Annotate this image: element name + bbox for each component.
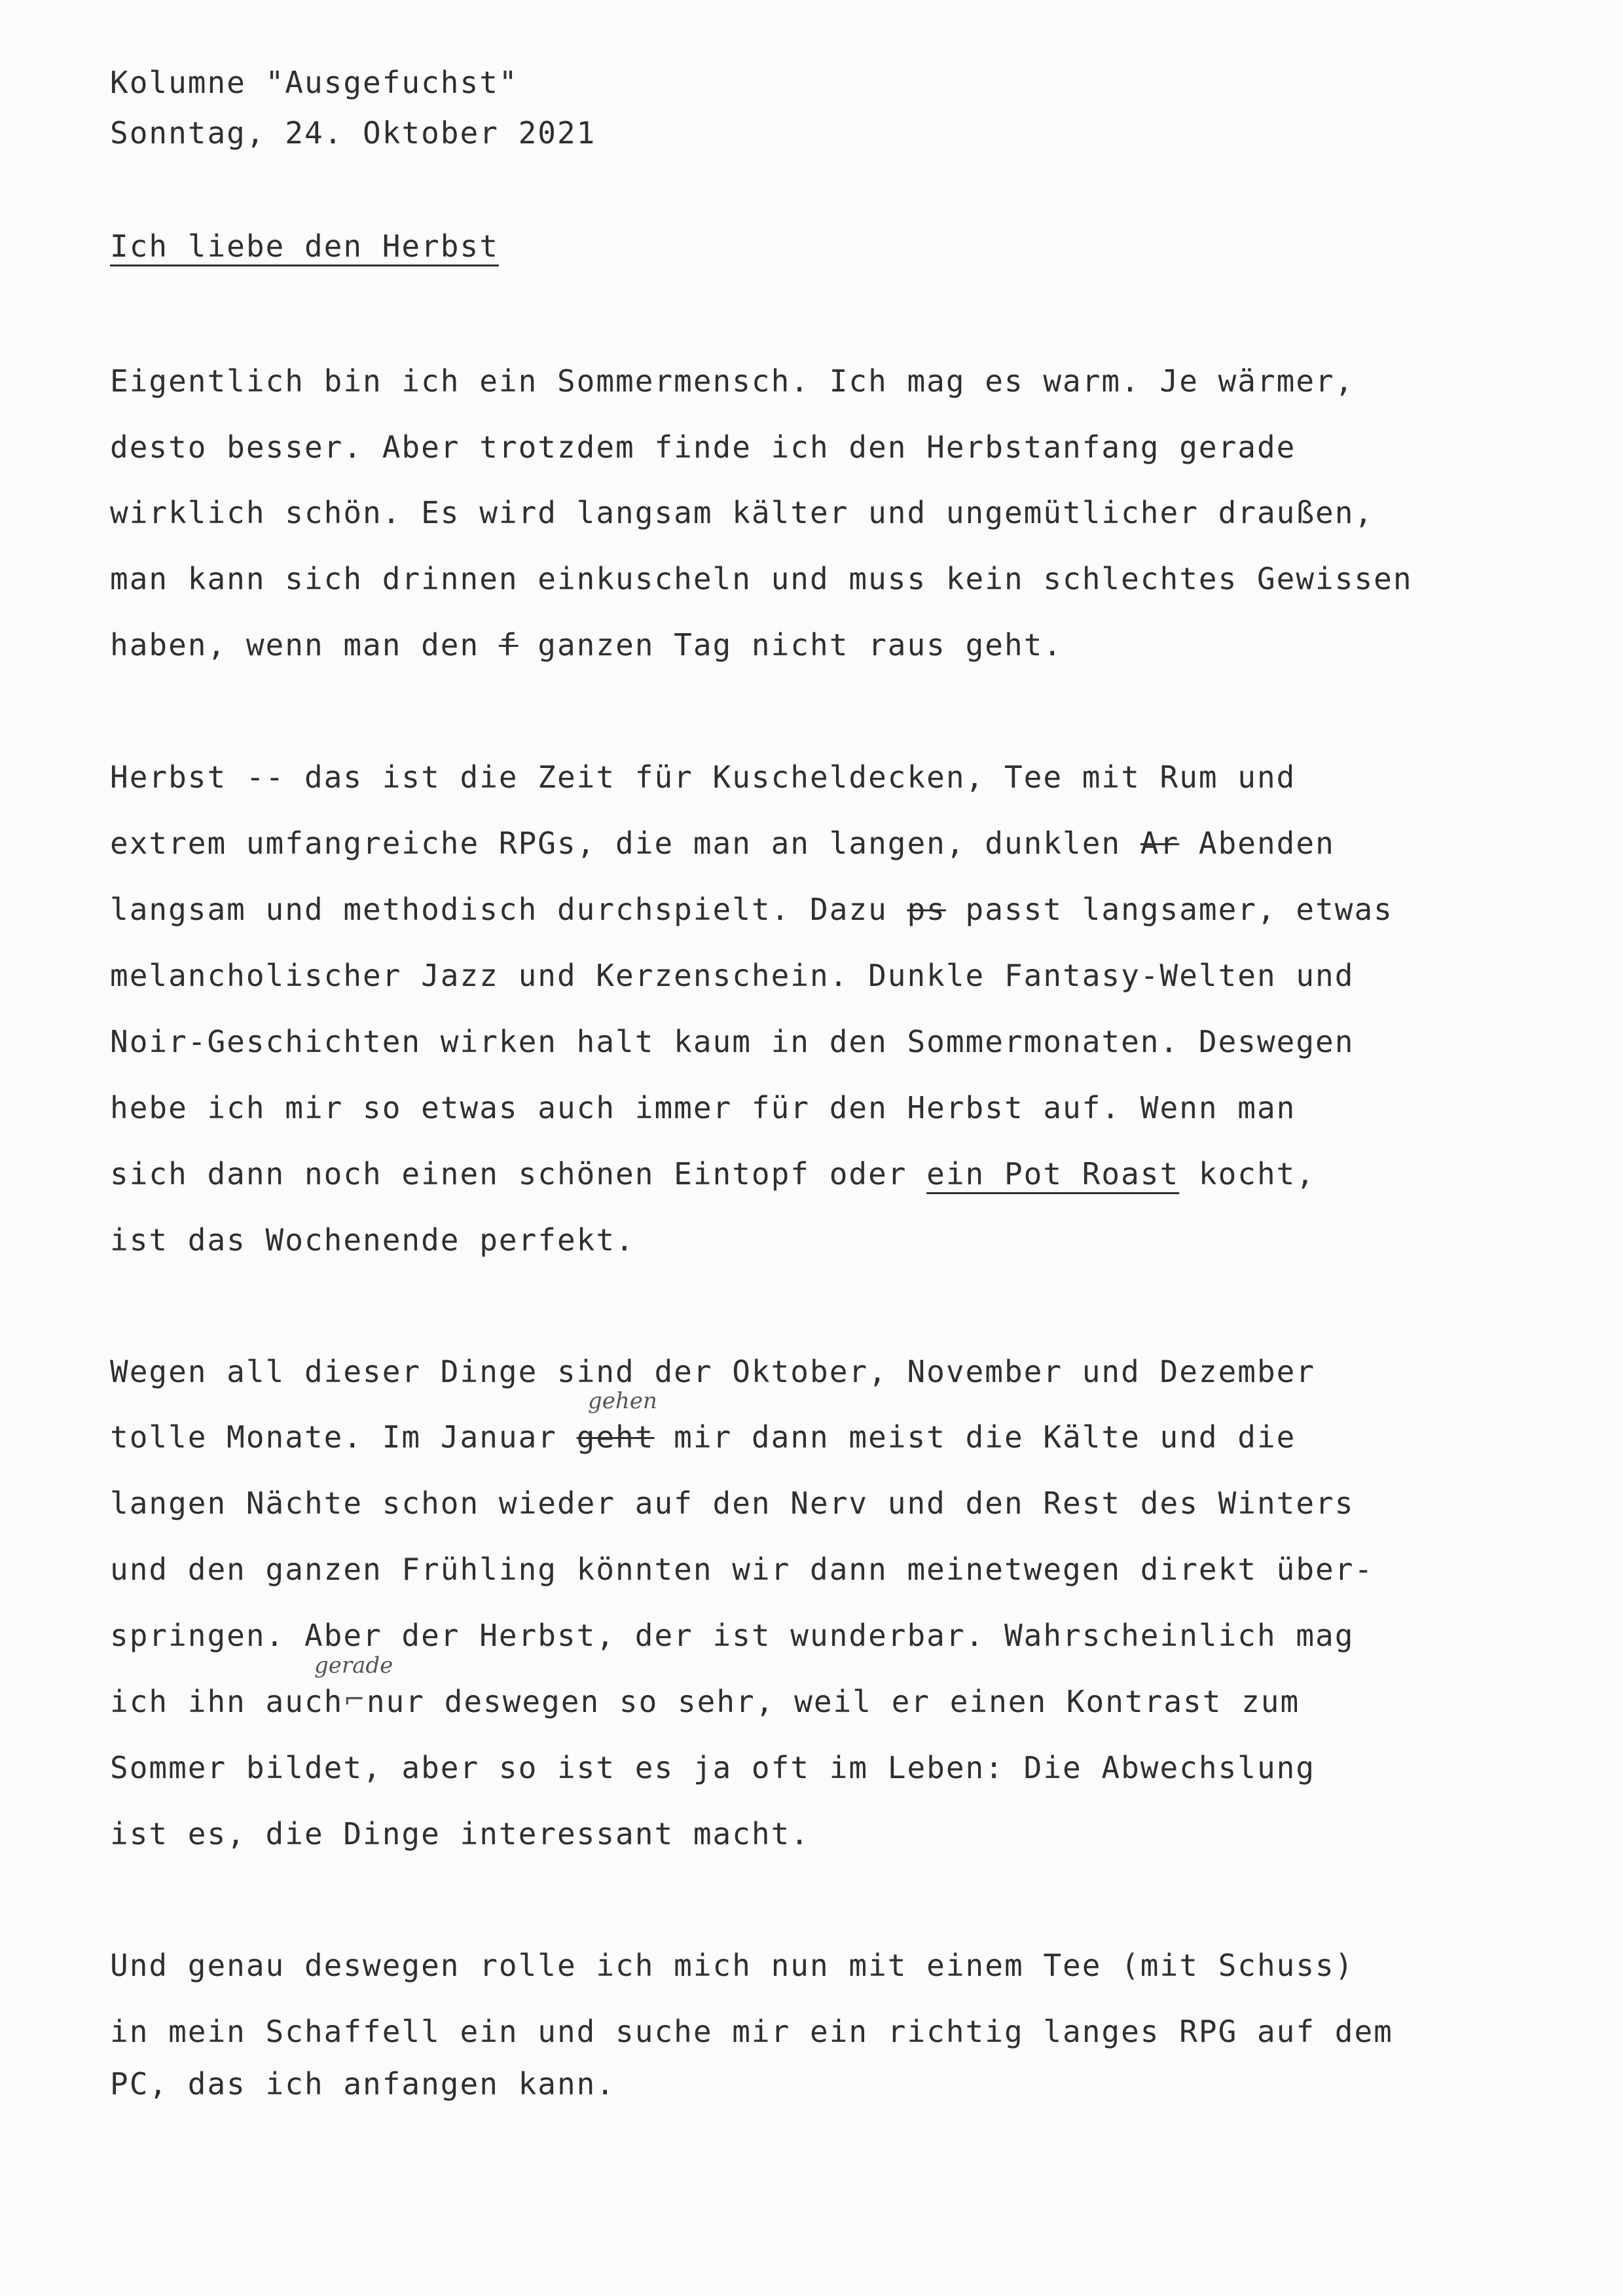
p1-line-1: Eigentlich bin ich ein Sommermensch. Ich mag es warm. Je wärmer, xyxy=(110,363,1355,399)
p4-line-3: PC, das ich anfangen kann. xyxy=(110,2066,616,2102)
p3-line-1: Wegen all dieser Dinge sind der Oktober, November und Dezember xyxy=(110,1354,1316,1389)
p2-line-4: melancholischer Jazz und Kerzenschein. Dunkle Fantasy-Welten und xyxy=(110,958,1355,993)
date-line: Sonntag, 24. Oktober 2021 xyxy=(110,115,596,151)
p3-line-2: tolle Monate. Im Januar geht mir dann meist die Kälte und die xyxy=(110,1419,1296,1455)
column-name: Kolumne "Ausgefuchst" xyxy=(110,65,519,100)
p3-line-5: springen. Aber der Herbst, der ist wunderbar. Wahrscheinlich mag xyxy=(110,1618,1355,1653)
p1-line-2: desto besser. Aber trotzdem finde ich den Herbstanfang gerade xyxy=(110,429,1296,465)
p2-line-6: hebe ich mir so etwas auch immer für den Herbst auf. Wenn man xyxy=(110,1090,1296,1125)
handwritten-insertion: gerade xyxy=(314,1652,393,1679)
handwritten-correction: gehen xyxy=(588,1388,657,1414)
p2-line-2: extrem umfangreiche RPGs, die man an langen, dunklen Ar Abenden xyxy=(110,826,1335,861)
struck-word: geht xyxy=(576,1419,655,1455)
struck-typo: Ar xyxy=(1140,826,1180,861)
p2-line-3: langsam und methodisch durchspielt. Dazu ps passt langsamer, etwas xyxy=(110,892,1393,927)
p3-line-6: ich ihn auch⌐nur deswegen so sehr, weil er einen Kontrast zum xyxy=(110,1684,1300,1719)
struck-typo: ps xyxy=(907,892,946,927)
p2-line-8: ist das Wochenende perfekt. xyxy=(110,1222,635,1258)
insertion-caret: ⌐ xyxy=(343,1685,367,1715)
p3-line-4: und den ganzen Frühling könnten wir dann meinetwegen direkt über- xyxy=(110,1552,1374,1587)
p3-line-7: Sommer bildet, aber so ist es ja oft im Leben: Die Abwechslung xyxy=(110,1750,1316,1785)
p4-line-1: Und genau deswegen rolle ich mich nun mit einem Tee (mit Schuss) xyxy=(110,1948,1355,1983)
p3-line-3: langen Nächte schon wieder auf den Nerv und den Rest des Winters xyxy=(110,1485,1355,1521)
p2-line-5: Noir-Geschichten wirken halt kaum in den Sommermonaten. Deswegen xyxy=(110,1024,1355,1059)
p1-line-4: man kann sich drinnen einkuscheln und muss kein schlechtes Gewissen xyxy=(110,561,1413,596)
p2-line-7: sich dann noch einen schönen Eintopf oder ein Pot Roast kocht, xyxy=(110,1156,1316,1192)
underlined-phrase: ein Pot Roast xyxy=(926,1156,1180,1192)
p3-line-8: ist es, die Dinge interessant macht. xyxy=(110,1816,810,1851)
p4-line-2: in mein Schaffell ein und suche mir ein richtig langes RPG auf dem xyxy=(110,2014,1393,2049)
p2-line-1: Herbst -- das ist die Zeit für Kuscheldecken, Tee mit Rum und xyxy=(110,759,1296,795)
p1-line-3: wirklich schön. Es wird langsam kälter und ungemütlicher draußen, xyxy=(110,495,1374,530)
article-title: Ich liebe den Herbst xyxy=(110,228,499,264)
struck-typo: f xyxy=(498,627,519,663)
p1-line-5: haben, wenn man den f ganzen Tag nicht raus geht. xyxy=(110,627,1063,663)
